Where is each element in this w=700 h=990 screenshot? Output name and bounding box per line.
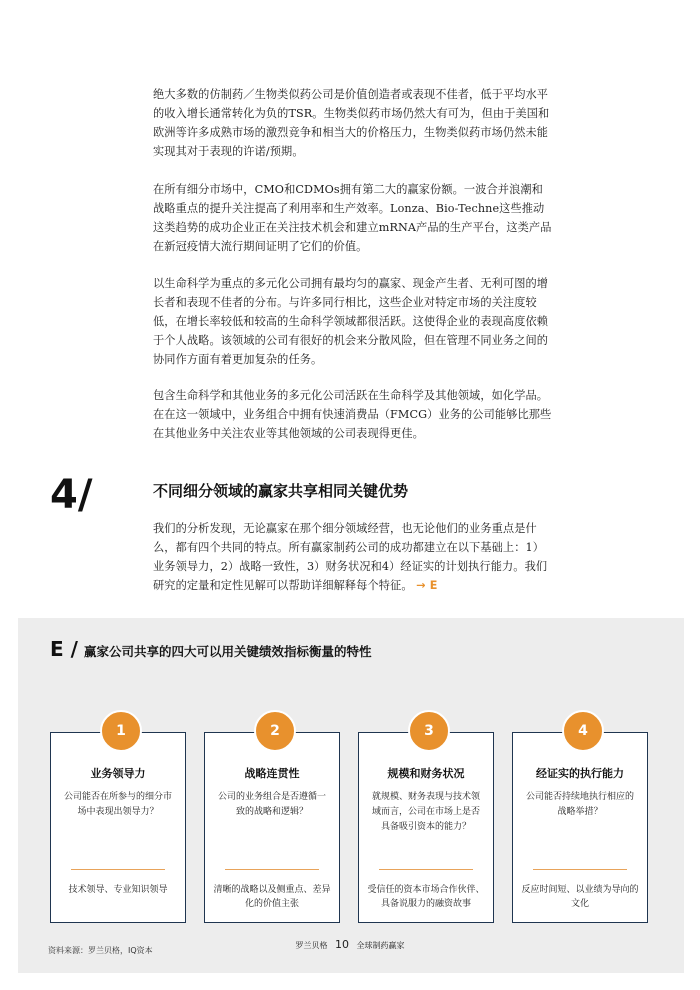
trait-number-badge-4: 4 [562, 710, 604, 752]
page-footer [0, 938, 700, 951]
trait-card-2 [204, 732, 340, 923]
source-note: 资料来源：罗兰贝格，IQ资本 [48, 946, 153, 955]
section-number: 4/ [50, 472, 93, 518]
exhibit-reference-link[interactable]: → E [416, 579, 438, 592]
paragraph-generics: 绝大多数的仿制药／生物类似药公司是价值创造者或表现不佳者，低于平均水平的收入增长通常转化为负的TSR。生物类似药市场仍然大有可为，但由于美国和欧洲等许多成熟市场的激烈竞争和相当大的价格压力，生物类似药市场仍然未能实现其对于表现的许诺/预期。 [153, 88, 550, 158]
exhibit-panel [18, 618, 684, 973]
paragraph-life-science-diversified: 以生命科学为重点的多元化公司拥有最均匀的赢家、现金产生者、无利可图的增长者和表现不佳者的分布。与许多同行相比，这些企业对特定市场的关注度较低，在增长率较低和较高的生命科学领域都很活跃。这使得企业的表现高度依赖于个人战略。该领域的公司有很好的机会来分散风险，但在管理不同业务之间的协同作方面有着更加复杂的任务。 [153, 277, 549, 366]
trait-kpi: 反应时间短、以业绩为导向的文化 [521, 885, 639, 909]
trait-title: 经证实的执行能力 [536, 767, 624, 780]
section-body-text: 我们的分析发现，无论赢家在那个细分领域经营，也无论他们的业务重点是什么，都有四个共同的特点。所有赢家制药公司的成功都建立在以下基础上：1）业务领导力，2）战略一致性，3）财务状况和4）经证实的计划执行能力。我们研究的定量和定性见解可以帮助详细解释每个特征。 [153, 522, 548, 592]
trait-kpi: 受信任的资本市场合作伙伴、具备说服力的融资故事 [367, 885, 485, 909]
trait-question: 就规模、财务表现与技术领域而言，公司在市场上是否具备吸引资本的能力？ [371, 792, 480, 832]
divider [71, 869, 165, 870]
paragraph-diversified-other: 包含生命科学和其他业务的多元化公司活跃在生命科学及其他领域，如化学品。在在这一领域中，业务组合中拥有快速消费品（FMCG）业务的公司能够比那些在其他业务中关注农业等其他领域的公司表现得更佳。 [153, 389, 552, 440]
exhibit-letter: E / [50, 637, 78, 661]
trait-number-badge-2: 2 [254, 710, 296, 752]
trait-question: 公司能否持续地执行相应的战略举措？ [525, 792, 634, 817]
section-title: 不同细分领域的赢家共享相同关键优势 [153, 482, 409, 500]
footer-publication: 全球制药赢家 [356, 941, 405, 950]
footer-brand: 罗兰贝格 [295, 941, 328, 950]
paragraph-cdmo: 在所有细分市场中，CMO和CDMOs拥有第二大的赢家份额。一波合并浪潮和战略重点的提升关注提高了利用率和生产效率。Lonza、Bio-Techne这些推动这类趋势的成功企业正在关注技术机会和建立mRNA产品的生产平台，这类产品在新冠疫情大流行期间证明了它们的价值。 [153, 183, 552, 253]
trait-card-3 [358, 732, 494, 923]
trait-kpi: 技术领导、专业知识领导 [68, 885, 168, 895]
trait-number-badge-1: 1 [100, 710, 142, 752]
section-body [153, 519, 553, 595]
trait-card-1 [50, 732, 186, 923]
exhibit-title: 赢家公司共享的四大可以用关键绩效指标衡量的特性 [84, 644, 372, 659]
page-number: 10 [335, 938, 349, 951]
trait-title: 业务领导力 [90, 767, 146, 780]
trait-question: 公司能否在所参与的细分市场中表现出领导力？ [63, 792, 172, 817]
trait-kpi: 清晰的战略以及侧重点、差异化的价值主张 [213, 885, 331, 909]
trait-question: 公司的业务组合是否遵循一致的战略和逻辑？ [217, 792, 326, 817]
trait-title: 规模和财务状况 [387, 767, 465, 780]
divider [379, 869, 473, 870]
trait-title: 战略连贯性 [244, 767, 300, 780]
divider [533, 869, 627, 870]
trait-card-4 [512, 732, 648, 923]
divider [225, 869, 319, 870]
trait-number-badge-3: 3 [408, 710, 450, 752]
